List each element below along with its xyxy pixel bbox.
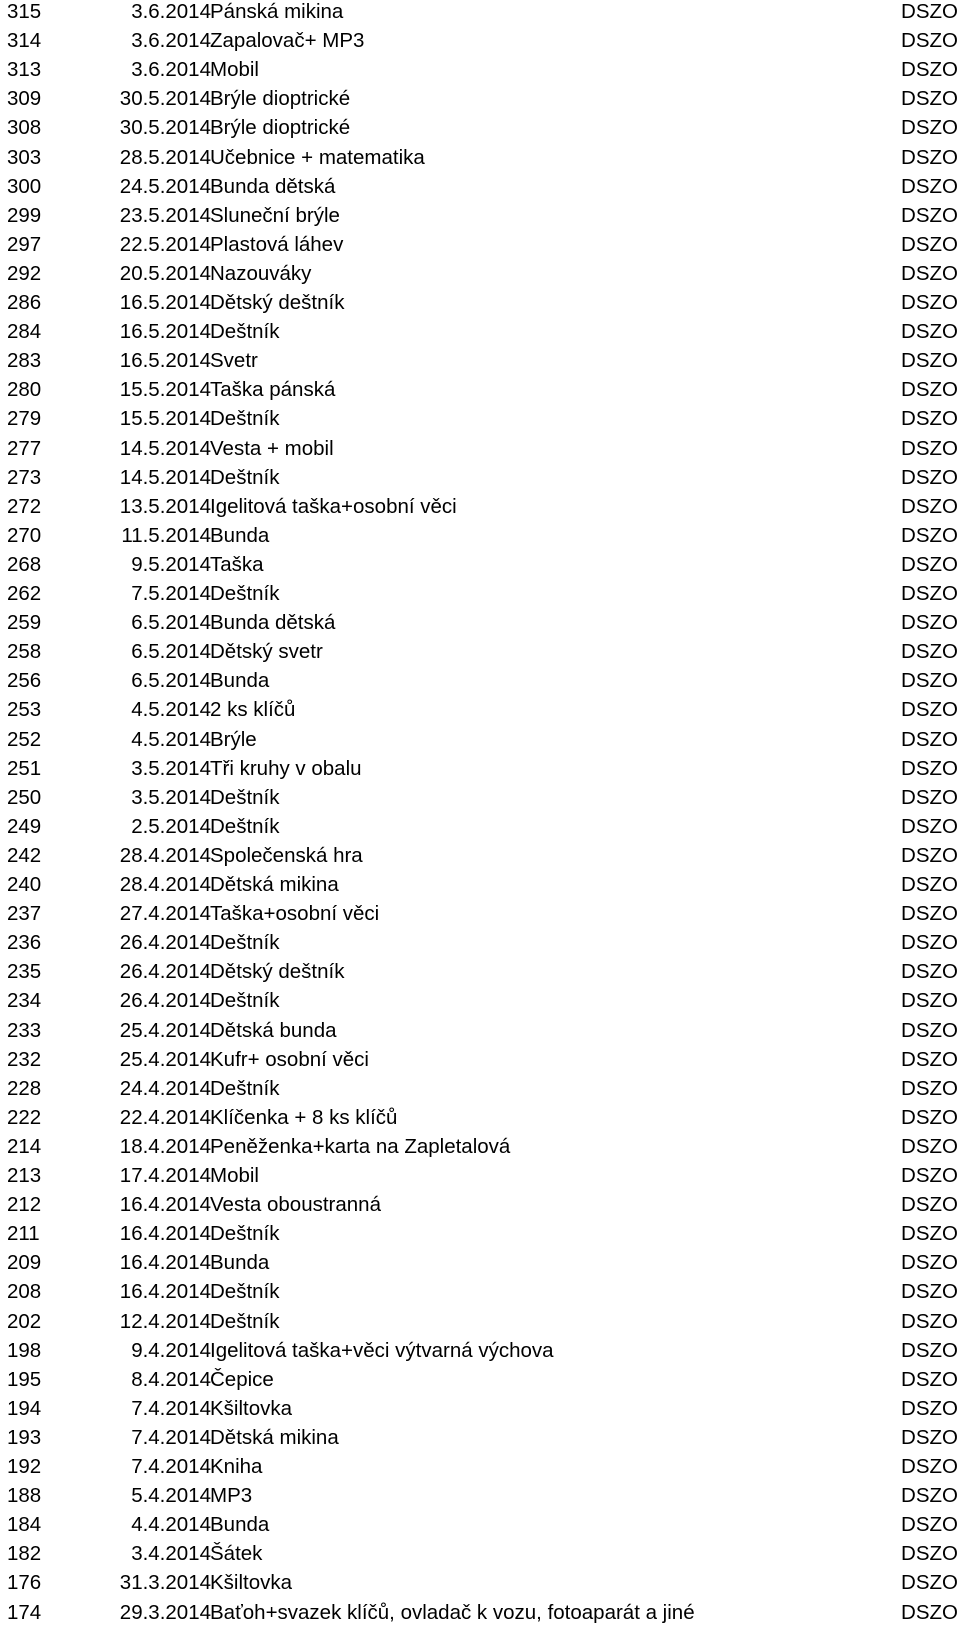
record-date: 3.6.2014: [131, 58, 211, 82]
record-org: DSZO: [901, 1455, 958, 1478]
table-row: [0, 464, 960, 492]
table-row: [0, 1191, 960, 1219]
record-date: 9.5.2014: [131, 552, 211, 576]
table-row: [0, 1278, 960, 1306]
record-date: 3.5.2014: [131, 756, 211, 780]
table-row: [0, 260, 960, 288]
record-item: Baťoh+svazek klíčů, ovladač k vozu, fotoaparát a jiné: [210, 1600, 695, 1624]
record-date: 26.4.2014: [119, 960, 211, 984]
table-row: [0, 435, 960, 463]
record-org: DSZO: [901, 436, 958, 460]
record-date: 4.5.2014: [131, 727, 211, 751]
table-row: [0, 1249, 960, 1277]
record-item: Deštník: [210, 407, 280, 431]
record-date: 26.4.2014: [119, 989, 211, 1013]
record-org: DSZO: [901, 29, 958, 53]
table-row: [0, 405, 960, 433]
record-org: DSZO: [901, 1193, 958, 1217]
record-org: DSZO: [901, 523, 958, 547]
record-date: 22.4.2014: [119, 1105, 211, 1129]
record-id: 283: [7, 349, 42, 373]
record-item: Bunda: [210, 669, 270, 693]
table-row: [0, 1104, 960, 1132]
record-id: 202: [7, 1309, 42, 1333]
table-row: [0, 231, 960, 259]
record-date: 3.6.2014: [131, 0, 211, 23]
record-date: 6.5.2014: [131, 640, 211, 664]
record-id: 235: [7, 960, 42, 984]
record-org: DSZO: [901, 378, 958, 402]
record-org: DSZO: [901, 902, 958, 926]
record-item: Brýle dioptrické: [210, 116, 351, 140]
record-id: 251: [7, 756, 42, 780]
record-id: 299: [7, 203, 42, 227]
record-org: DSZO: [901, 989, 958, 1013]
record-org: DSZO: [901, 582, 958, 605]
table-row: [0, 987, 960, 1015]
record-id: 280: [7, 378, 42, 402]
record-item: Učebnice + matematika: [210, 145, 425, 169]
record-item: Deštník: [210, 1222, 280, 1246]
record-id: 258: [7, 640, 42, 664]
record-org: DSZO: [901, 291, 958, 314]
table-row: [0, 1482, 960, 1510]
record-date: 2.5.2014: [131, 814, 211, 838]
record-org: DSZO: [901, 494, 958, 518]
table-row: [0, 1075, 960, 1103]
record-date: 11.5.2014: [121, 523, 211, 547]
record-id: 240: [7, 873, 42, 896]
record-item: Taška: [210, 552, 264, 576]
record-item: Dětská mikina: [210, 1425, 339, 1449]
record-org: DSZO: [901, 640, 958, 664]
table-row: [0, 114, 960, 142]
table-row: [0, 551, 960, 579]
record-id: 208: [7, 1280, 42, 1304]
record-id: 212: [7, 1193, 42, 1217]
record-item: Brýle dioptrické: [210, 87, 351, 111]
record-org: DSZO: [901, 756, 958, 780]
record-item: 2 ks klíčů: [210, 698, 296, 722]
record-date: 24.4.2014: [119, 1076, 211, 1100]
record-org: DSZO: [901, 116, 958, 140]
record-id: 233: [7, 1018, 42, 1042]
table-row: [0, 726, 960, 754]
record-item: Peněženka+karta na Zapletalová: [210, 1134, 511, 1158]
record-item: Dětský deštník: [210, 291, 345, 314]
record-id: 232: [7, 1047, 42, 1071]
table-row: [0, 0, 960, 26]
record-org: DSZO: [901, 931, 958, 955]
record-item: Dětský deštník: [210, 960, 345, 984]
record-org: DSZO: [901, 552, 958, 576]
record-date: 28.4.2014: [119, 873, 211, 896]
record-item: Kšiltovka: [210, 1571, 293, 1595]
record-item: Deštník: [210, 1076, 280, 1100]
record-date: 6.5.2014: [131, 669, 211, 693]
record-id: 268: [7, 552, 42, 576]
table-row: [0, 900, 960, 928]
table-row: [0, 813, 960, 841]
record-item: Kniha: [210, 1455, 263, 1478]
record-org: DSZO: [901, 1134, 958, 1158]
table-row: [0, 1220, 960, 1248]
table-row: [0, 202, 960, 230]
record-id: 182: [7, 1542, 42, 1566]
record-item: Bunda: [210, 523, 270, 547]
record-id: 194: [7, 1396, 42, 1420]
record-item: Kšiltovka: [210, 1396, 293, 1420]
table-row: [0, 1569, 960, 1597]
record-id: 192: [7, 1455, 42, 1478]
table-row: [0, 1395, 960, 1423]
record-org: DSZO: [901, 1367, 958, 1391]
table-row: [0, 144, 960, 172]
record-id: 300: [7, 174, 42, 198]
record-id: 314: [7, 29, 42, 53]
record-date: 20.5.2014: [119, 261, 211, 285]
record-org: DSZO: [901, 407, 958, 431]
record-item: Společenská hra: [210, 843, 363, 867]
record-date: 17.4.2014: [119, 1164, 211, 1187]
record-item: Taška pánská: [210, 378, 336, 402]
record-org: DSZO: [901, 465, 958, 489]
record-item: Deštník: [210, 320, 280, 344]
table-row: [0, 1046, 960, 1074]
table-row: [0, 638, 960, 666]
table-row: [0, 376, 960, 404]
record-date: 3.4.2014: [131, 1542, 211, 1566]
record-org: DSZO: [901, 814, 958, 838]
record-item: Zapalovač+ MP3: [210, 29, 365, 53]
record-item: Bunda dětská: [210, 611, 336, 635]
record-id: 252: [7, 727, 42, 751]
record-org: DSZO: [901, 232, 958, 256]
record-date: 16.5.2014: [119, 349, 211, 373]
record-item: Deštník: [210, 582, 280, 605]
record-org: DSZO: [901, 1338, 958, 1362]
record-id: 256: [7, 669, 42, 693]
record-id: 237: [7, 902, 42, 926]
record-id: 176: [7, 1571, 42, 1595]
table-row: [0, 173, 960, 201]
record-org: DSZO: [901, 261, 958, 285]
record-date: 7.4.2014: [131, 1455, 211, 1478]
record-org: DSZO: [901, 1571, 958, 1595]
record-item: Dětská mikina: [210, 873, 339, 896]
record-date: 25.4.2014: [119, 1047, 211, 1071]
record-date: 7.4.2014: [131, 1396, 211, 1420]
record-date: 16.5.2014: [119, 320, 211, 344]
record-id: 211: [7, 1222, 40, 1246]
record-org: DSZO: [901, 785, 958, 809]
table-row: [0, 842, 960, 870]
table-row: [0, 318, 960, 346]
table-row: [0, 1511, 960, 1539]
record-date: 13.5.2014: [119, 494, 211, 518]
record-id: 214: [7, 1134, 42, 1158]
record-date: 7.5.2014: [131, 582, 211, 605]
record-item: Deštník: [210, 465, 280, 489]
table-row: [0, 289, 960, 317]
record-date: 3.6.2014: [131, 29, 211, 53]
record-id: 195: [7, 1367, 42, 1391]
record-date: 23.5.2014: [119, 203, 211, 227]
record-org: DSZO: [901, 611, 958, 635]
record-org: DSZO: [901, 1396, 958, 1420]
record-id: 253: [7, 698, 42, 722]
record-item: Dětská bunda: [210, 1018, 337, 1042]
table-row: [0, 347, 960, 375]
record-item: Taška+osobní věci: [210, 902, 380, 926]
table-row: [0, 784, 960, 812]
record-date: 26.4.2014: [119, 931, 211, 955]
table-row: [0, 1366, 960, 1394]
record-date: 31.3.2014: [119, 1571, 211, 1595]
table-row: [0, 1540, 960, 1568]
record-id: 303: [7, 145, 42, 169]
record-item: Pánská mikina: [210, 0, 344, 23]
record-id: 174: [7, 1600, 42, 1624]
record-item: Deštník: [210, 1280, 280, 1304]
table-row: [0, 1133, 960, 1161]
record-id: 228: [7, 1076, 42, 1100]
table-row: [0, 85, 960, 113]
record-date: 22.5.2014: [119, 232, 211, 256]
record-id: 286: [7, 291, 42, 314]
table-row: [0, 27, 960, 55]
record-date: 16.4.2014: [119, 1251, 211, 1275]
record-id: 279: [7, 407, 42, 431]
record-item: Deštník: [210, 931, 280, 955]
record-item: Čepice: [210, 1367, 274, 1391]
record-org: DSZO: [901, 843, 958, 867]
record-item: Dětský svetr: [210, 640, 323, 664]
record-org: DSZO: [901, 1018, 958, 1042]
record-id: 313: [7, 58, 42, 82]
record-item: Nazouváky: [210, 261, 312, 285]
record-id: 250: [7, 785, 42, 809]
record-id: 262: [7, 582, 42, 605]
record-id: 249: [7, 814, 42, 838]
record-org: DSZO: [901, 1542, 958, 1566]
record-item: MP3: [210, 1484, 253, 1508]
record-date: 4.5.2014: [131, 698, 211, 722]
record-date: 12.4.2014: [119, 1309, 211, 1333]
record-id: 277: [7, 436, 42, 460]
record-date: 25.4.2014: [119, 1018, 211, 1042]
record-date: 15.5.2014: [119, 378, 211, 402]
record-date: 30.5.2014: [119, 87, 211, 111]
table-row: [0, 493, 960, 521]
record-id: 242: [7, 843, 42, 867]
record-date: 8.4.2014: [131, 1367, 211, 1391]
record-date: 14.5.2014: [119, 465, 211, 489]
record-id: 234: [7, 989, 42, 1013]
record-org: DSZO: [901, 960, 958, 984]
record-item: Bunda: [210, 1251, 270, 1275]
record-org: DSZO: [901, 873, 958, 896]
record-date: 29.3.2014: [119, 1600, 211, 1624]
record-org: DSZO: [901, 669, 958, 693]
record-org: DSZO: [901, 203, 958, 227]
record-org: DSZO: [901, 1280, 958, 1304]
record-id: 209: [7, 1251, 42, 1275]
record-org: DSZO: [901, 349, 958, 373]
record-date: 16.4.2014: [119, 1280, 211, 1304]
record-date: 28.4.2014: [119, 843, 211, 867]
record-id: 297: [7, 232, 42, 256]
record-date: 16.4.2014: [119, 1222, 211, 1246]
record-date: 14.5.2014: [119, 436, 211, 460]
table-row: [0, 929, 960, 957]
record-id: 308: [7, 116, 42, 140]
table-row: [0, 1308, 960, 1336]
record-org: DSZO: [901, 1309, 958, 1333]
record-id: 272: [7, 494, 42, 518]
table-row: [0, 1453, 960, 1481]
record-item: Mobil: [210, 1164, 259, 1187]
record-org: DSZO: [901, 1484, 958, 1508]
record-date: 18.4.2014: [119, 1134, 211, 1158]
record-org: DSZO: [901, 1513, 958, 1537]
record-item: Vesta + mobil: [210, 436, 334, 460]
record-id: 273: [7, 465, 42, 489]
table-row: [0, 667, 960, 695]
record-id: 270: [7, 523, 42, 547]
record-item: Deštník: [210, 785, 280, 809]
table-row: [0, 56, 960, 84]
record-id: 315: [7, 0, 42, 23]
table-row: [0, 1337, 960, 1365]
record-item: Igelitová taška+osobní věci: [210, 494, 457, 518]
record-id: 284: [7, 320, 42, 344]
record-org: DSZO: [901, 1425, 958, 1449]
table-row: [0, 1017, 960, 1045]
record-item: Deštník: [210, 1309, 280, 1333]
record-item: Plastová láhev: [210, 232, 344, 256]
record-date: 24.5.2014: [119, 174, 211, 198]
record-org: DSZO: [901, 1222, 958, 1246]
record-id: 259: [7, 611, 42, 635]
record-date: 7.4.2014: [131, 1425, 211, 1449]
record-id: 188: [7, 1484, 42, 1508]
record-org: DSZO: [901, 1105, 958, 1129]
table-row: [0, 696, 960, 724]
record-item: Deštník: [210, 989, 280, 1013]
record-org: DSZO: [901, 145, 958, 169]
table-row: [0, 609, 960, 637]
record-item: Deštník: [210, 814, 280, 838]
record-date: 4.4.2014: [131, 1513, 211, 1537]
record-id: 292: [7, 261, 42, 285]
table-row: [0, 755, 960, 783]
record-item: Svetr: [210, 349, 258, 373]
record-org: DSZO: [901, 1600, 958, 1624]
record-date: 16.4.2014: [119, 1193, 211, 1217]
table-row: [0, 1424, 960, 1452]
record-org: DSZO: [901, 698, 958, 722]
table-row: [0, 1599, 960, 1627]
table-row: [0, 1162, 960, 1190]
record-item: Kufr+ osobní věci: [210, 1047, 369, 1071]
record-date: 16.5.2014: [119, 291, 211, 314]
record-id: 222: [7, 1105, 42, 1129]
record-org: DSZO: [901, 1047, 958, 1071]
record-org: DSZO: [901, 320, 958, 344]
record-org: DSZO: [901, 1164, 958, 1187]
record-date: 15.5.2014: [119, 407, 211, 431]
record-org: DSZO: [901, 1251, 958, 1275]
table-row: [0, 871, 960, 899]
table-row: [0, 580, 960, 608]
record-org: DSZO: [901, 87, 958, 111]
record-item: Brýle: [210, 727, 257, 751]
record-id: 213: [7, 1164, 42, 1187]
record-item: Bunda dětská: [210, 174, 336, 198]
record-org: DSZO: [901, 58, 958, 82]
record-item: Klíčenka + 8 ks klíčů: [210, 1105, 398, 1129]
record-date: 27.4.2014: [119, 902, 211, 926]
record-date: 28.5.2014: [119, 145, 211, 169]
record-item: Šátek: [210, 1542, 263, 1566]
record-date: 6.5.2014: [131, 611, 211, 635]
record-org: DSZO: [901, 0, 958, 23]
record-org: DSZO: [901, 727, 958, 751]
record-date: 30.5.2014: [119, 116, 211, 140]
record-org: DSZO: [901, 174, 958, 198]
table-row: [0, 522, 960, 550]
record-id: 193: [7, 1425, 42, 1449]
record-org: DSZO: [901, 1076, 958, 1100]
record-date: 9.4.2014: [131, 1338, 211, 1362]
record-item: Mobil: [210, 58, 259, 82]
record-id: 184: [7, 1513, 42, 1537]
record-date: 5.4.2014: [131, 1484, 211, 1508]
record-id: 309: [7, 87, 42, 111]
table-row: [0, 958, 960, 986]
record-item: Bunda: [210, 1513, 270, 1537]
record-id: 236: [7, 931, 42, 955]
record-id: 198: [7, 1338, 42, 1362]
record-date: 3.5.2014: [131, 785, 211, 809]
record-item: Igelitová taška+věci výtvarná výchova: [210, 1338, 554, 1362]
record-item: Sluneční brýle: [210, 203, 340, 227]
record-item: Tři kruhy v obalu: [210, 756, 362, 780]
record-item: Vesta oboustranná: [210, 1193, 381, 1217]
